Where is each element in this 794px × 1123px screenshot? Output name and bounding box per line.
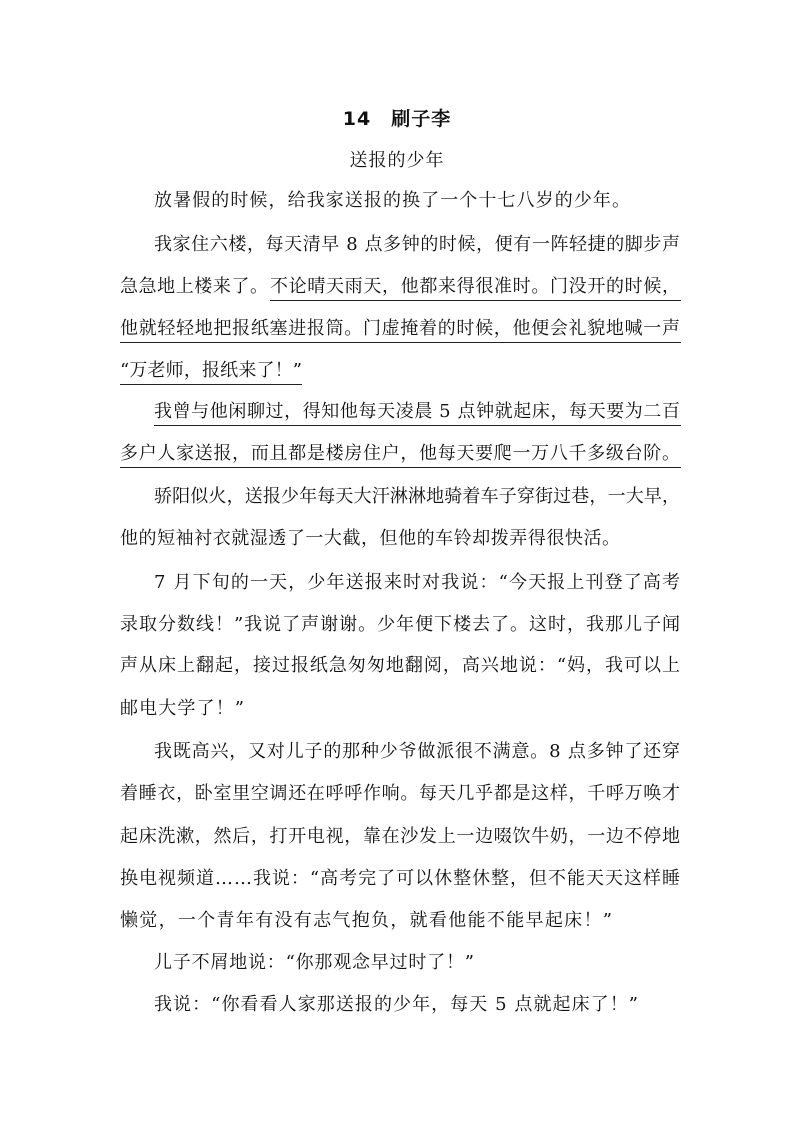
text-line xyxy=(0,822,794,852)
text-segment: 我说：“你看看人家那送报的少年，每天 5 点就起床了！” xyxy=(154,994,640,1015)
text-segment: 急急地上楼来了。 xyxy=(120,276,269,297)
text-segment: 换电视频道……我说：“高考完了可以休整休整，但不能天天这样睡 xyxy=(120,868,681,889)
text-line xyxy=(0,990,794,1020)
text-line xyxy=(0,864,794,894)
text-line xyxy=(0,694,794,724)
text-line xyxy=(0,568,794,598)
text-segment: 儿子不屑地说：“你那观念早过时了！” xyxy=(154,952,475,973)
text-line xyxy=(0,186,794,216)
text-line xyxy=(0,356,794,386)
text-segment: 放暑假的时候，给我家送报的换了一个十七八岁的少年。 xyxy=(154,190,632,211)
text-segment: 邮电大学了！” xyxy=(120,698,246,719)
text-segment: 声从床上翻起，接过报纸急匆匆地翻阅，高兴地说：“妈，我可以上 xyxy=(120,655,681,676)
underlined-text-segment: “万老师，报纸来了！” xyxy=(120,356,302,385)
text-line xyxy=(0,779,794,809)
text-line xyxy=(0,482,794,512)
text-line xyxy=(0,737,794,767)
underlined-text-segment: 他就轻轻地把报纸塞进报筒。门虚掩着的时候，他便会礼貌地喊一声 xyxy=(120,314,681,343)
text-line xyxy=(0,439,794,469)
text-segment: 起床洗漱，然后，打开电视，靠在沙发上一边啜饮牛奶，一边不停地 xyxy=(120,826,681,847)
text-line xyxy=(0,610,794,640)
text-segment: 我既高兴，又对儿子的那种少爷做派很不满意。8 点多钟了还穿 xyxy=(154,741,681,762)
text-segment: 骄阳似火，送报少年每天大汗淋淋地骑着车子穿街过巷，一大早， xyxy=(154,486,681,507)
text-segment: 着睡衣，卧室里空调还在呼呼作响。每天几乎都是这样，千呼万唤才 xyxy=(120,783,681,804)
text-line xyxy=(0,230,794,260)
text-line xyxy=(0,948,794,978)
text-line xyxy=(0,524,794,554)
text-line xyxy=(0,651,794,681)
text-segment: 懒觉，一个青年有没有志气抱负，就看他能不能早起床！” xyxy=(120,910,614,931)
underlined-text-segment: 不论晴天雨天，他都来得很准时。门没开的时候， xyxy=(270,272,681,301)
underlined-text-segment: 多户人家送报，而且都是楼房住户，他每天要爬一万八千多级台阶。 xyxy=(120,439,681,468)
lesson-title: 14 刷子李 xyxy=(342,108,452,130)
text-segment: 录取分数线！”我说了声谢谢。少年便下楼去了。这时，我那儿子闻 xyxy=(120,614,681,635)
text-line xyxy=(0,397,794,427)
text-segment: 我家住六楼，每天清早 8 点多钟的时候，便有一阵轻捷的脚步声 xyxy=(154,234,681,255)
article-title: 送报的少年 xyxy=(349,150,445,171)
text-line xyxy=(0,314,794,344)
text-line xyxy=(0,906,794,936)
text-segment: 7 月下旬的一天，少年送报来时对我说：“今天报上刊登了高考 xyxy=(154,572,682,593)
underlined-text-segment: 我曾与他闲聊过，得知他每天凌晨 5 点钟就起床，每天要为二百 xyxy=(154,397,681,426)
text-segment: 他的短袖衬衣就湿透了一大截，但他的车铃却拨弄得很快活。 xyxy=(120,528,621,549)
text-line xyxy=(0,272,794,302)
